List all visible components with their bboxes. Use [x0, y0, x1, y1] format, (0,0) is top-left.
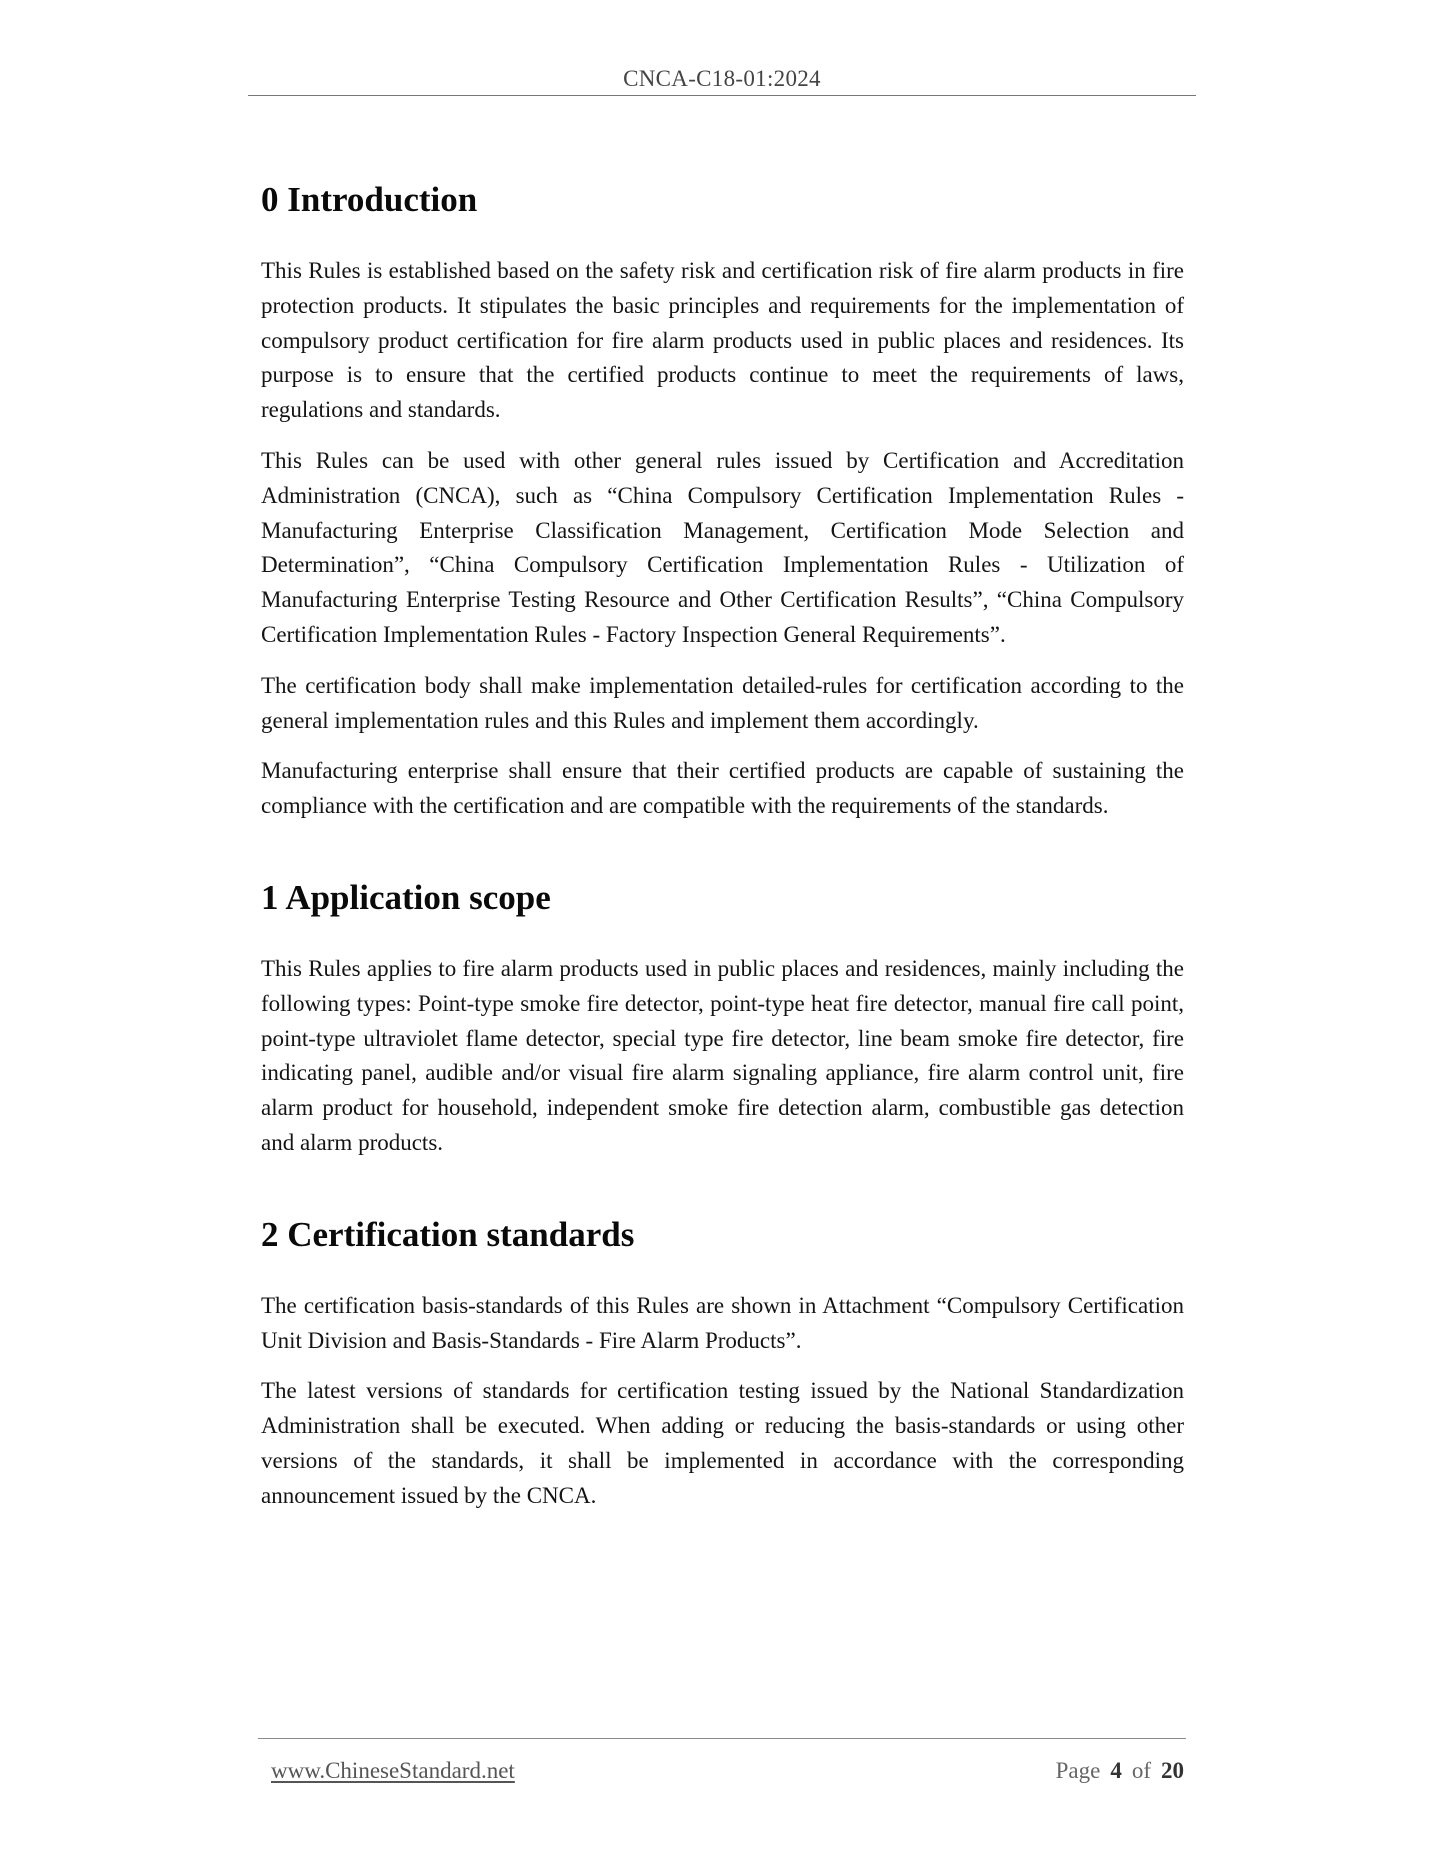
section-heading: 1 Application scope	[261, 877, 551, 917]
body-paragraph: The latest versions of standards for certification testing issued by the National Standardization Administration shall be executed. When adding or reducing the basis-standards or using other versions of the standards, it shall be implemented in accordance with the corresponding announcement issued by the CNCA.	[261, 1378, 1184, 1508]
section-paragraphs	[261, 952, 1184, 1161]
body-paragraph: This Rules is established based on the safety risk and certification risk of fire alarm products in fire protection products. It stipulates the basic principles and requirements for the implementation of compulsory product certification for fire alarm products used in public places and residences. Its purpose is to ensure that the certified products continue to meet the requirements of laws, regulations and standards.	[261, 258, 1184, 423]
section-heading: 0 Introduction	[261, 180, 478, 219]
page-current: 4	[1110, 1758, 1122, 1783]
of-word: of	[1131, 1758, 1151, 1783]
body-paragraph: The certification basis-standards of this Rules are shown in Attachment “Compulsory Certification Unit Division and Basis-Standards - Fire Alarm Products”.	[261, 1292, 1184, 1353]
section-heading: 2 Certification standards	[261, 1214, 635, 1254]
website-link[interactable]: www.ChineseStandard.net	[271, 1758, 515, 1783]
header-divider	[248, 95, 1196, 96]
page-indicator	[1056, 1758, 1184, 1784]
body-paragraph: Manufacturing enterprise shall ensure that their certified products are capable of sustaining the compliance with the certification and are compatible with the requirements of the standards.	[261, 758, 1184, 819]
body-paragraph: This Rules can be used with other general rules issued by Certification and Accreditation Administration (CNCA), such as “China Compulsory Certification Implementation Rules - Manufacturing Enterprise Classification Management, Certification Mode Selection and Determination”, “China Compulsory Certification Implementation Rules - Utilization of Manufacturing Enterprise Testing Resource and Other Certification Results”, “China Compulsory Certification Implementation Rules - Factory Inspection General Requirements”.	[261, 447, 1184, 647]
body-paragraph: The certification body shall make implementation detailed-rules for certification according to the general implementation rules and this Rules and implement them accordingly.	[261, 672, 1184, 733]
document-body	[261, 178, 1184, 1514]
body-paragraph: This Rules applies to fire alarm products used in public places and residences, mainly including the following types: Point-type smoke fire detector, point-type heat fire detector, manual fire call point, point-type ultraviolet flame detector, special type fire detector, line beam smoke fire detector, fire indicating panel, audible and/or visual fire alarm signaling appliance, fire alarm control unit, fire alarm product for household, independent smoke fire detection alarm, combustible gas detection and alarm products.	[261, 955, 1184, 1155]
document-header-code: CNCA-C18-01:2024	[623, 66, 821, 91]
section-application-scope	[261, 876, 1184, 1161]
page-total: 20	[1161, 1758, 1184, 1783]
footer-divider	[258, 1738, 1186, 1739]
section-paragraphs	[261, 254, 1184, 824]
section-certification-standards	[261, 1213, 1184, 1514]
section-introduction	[261, 178, 1184, 824]
section-paragraphs	[261, 1289, 1184, 1514]
page-word: Page	[1055, 1758, 1101, 1783]
